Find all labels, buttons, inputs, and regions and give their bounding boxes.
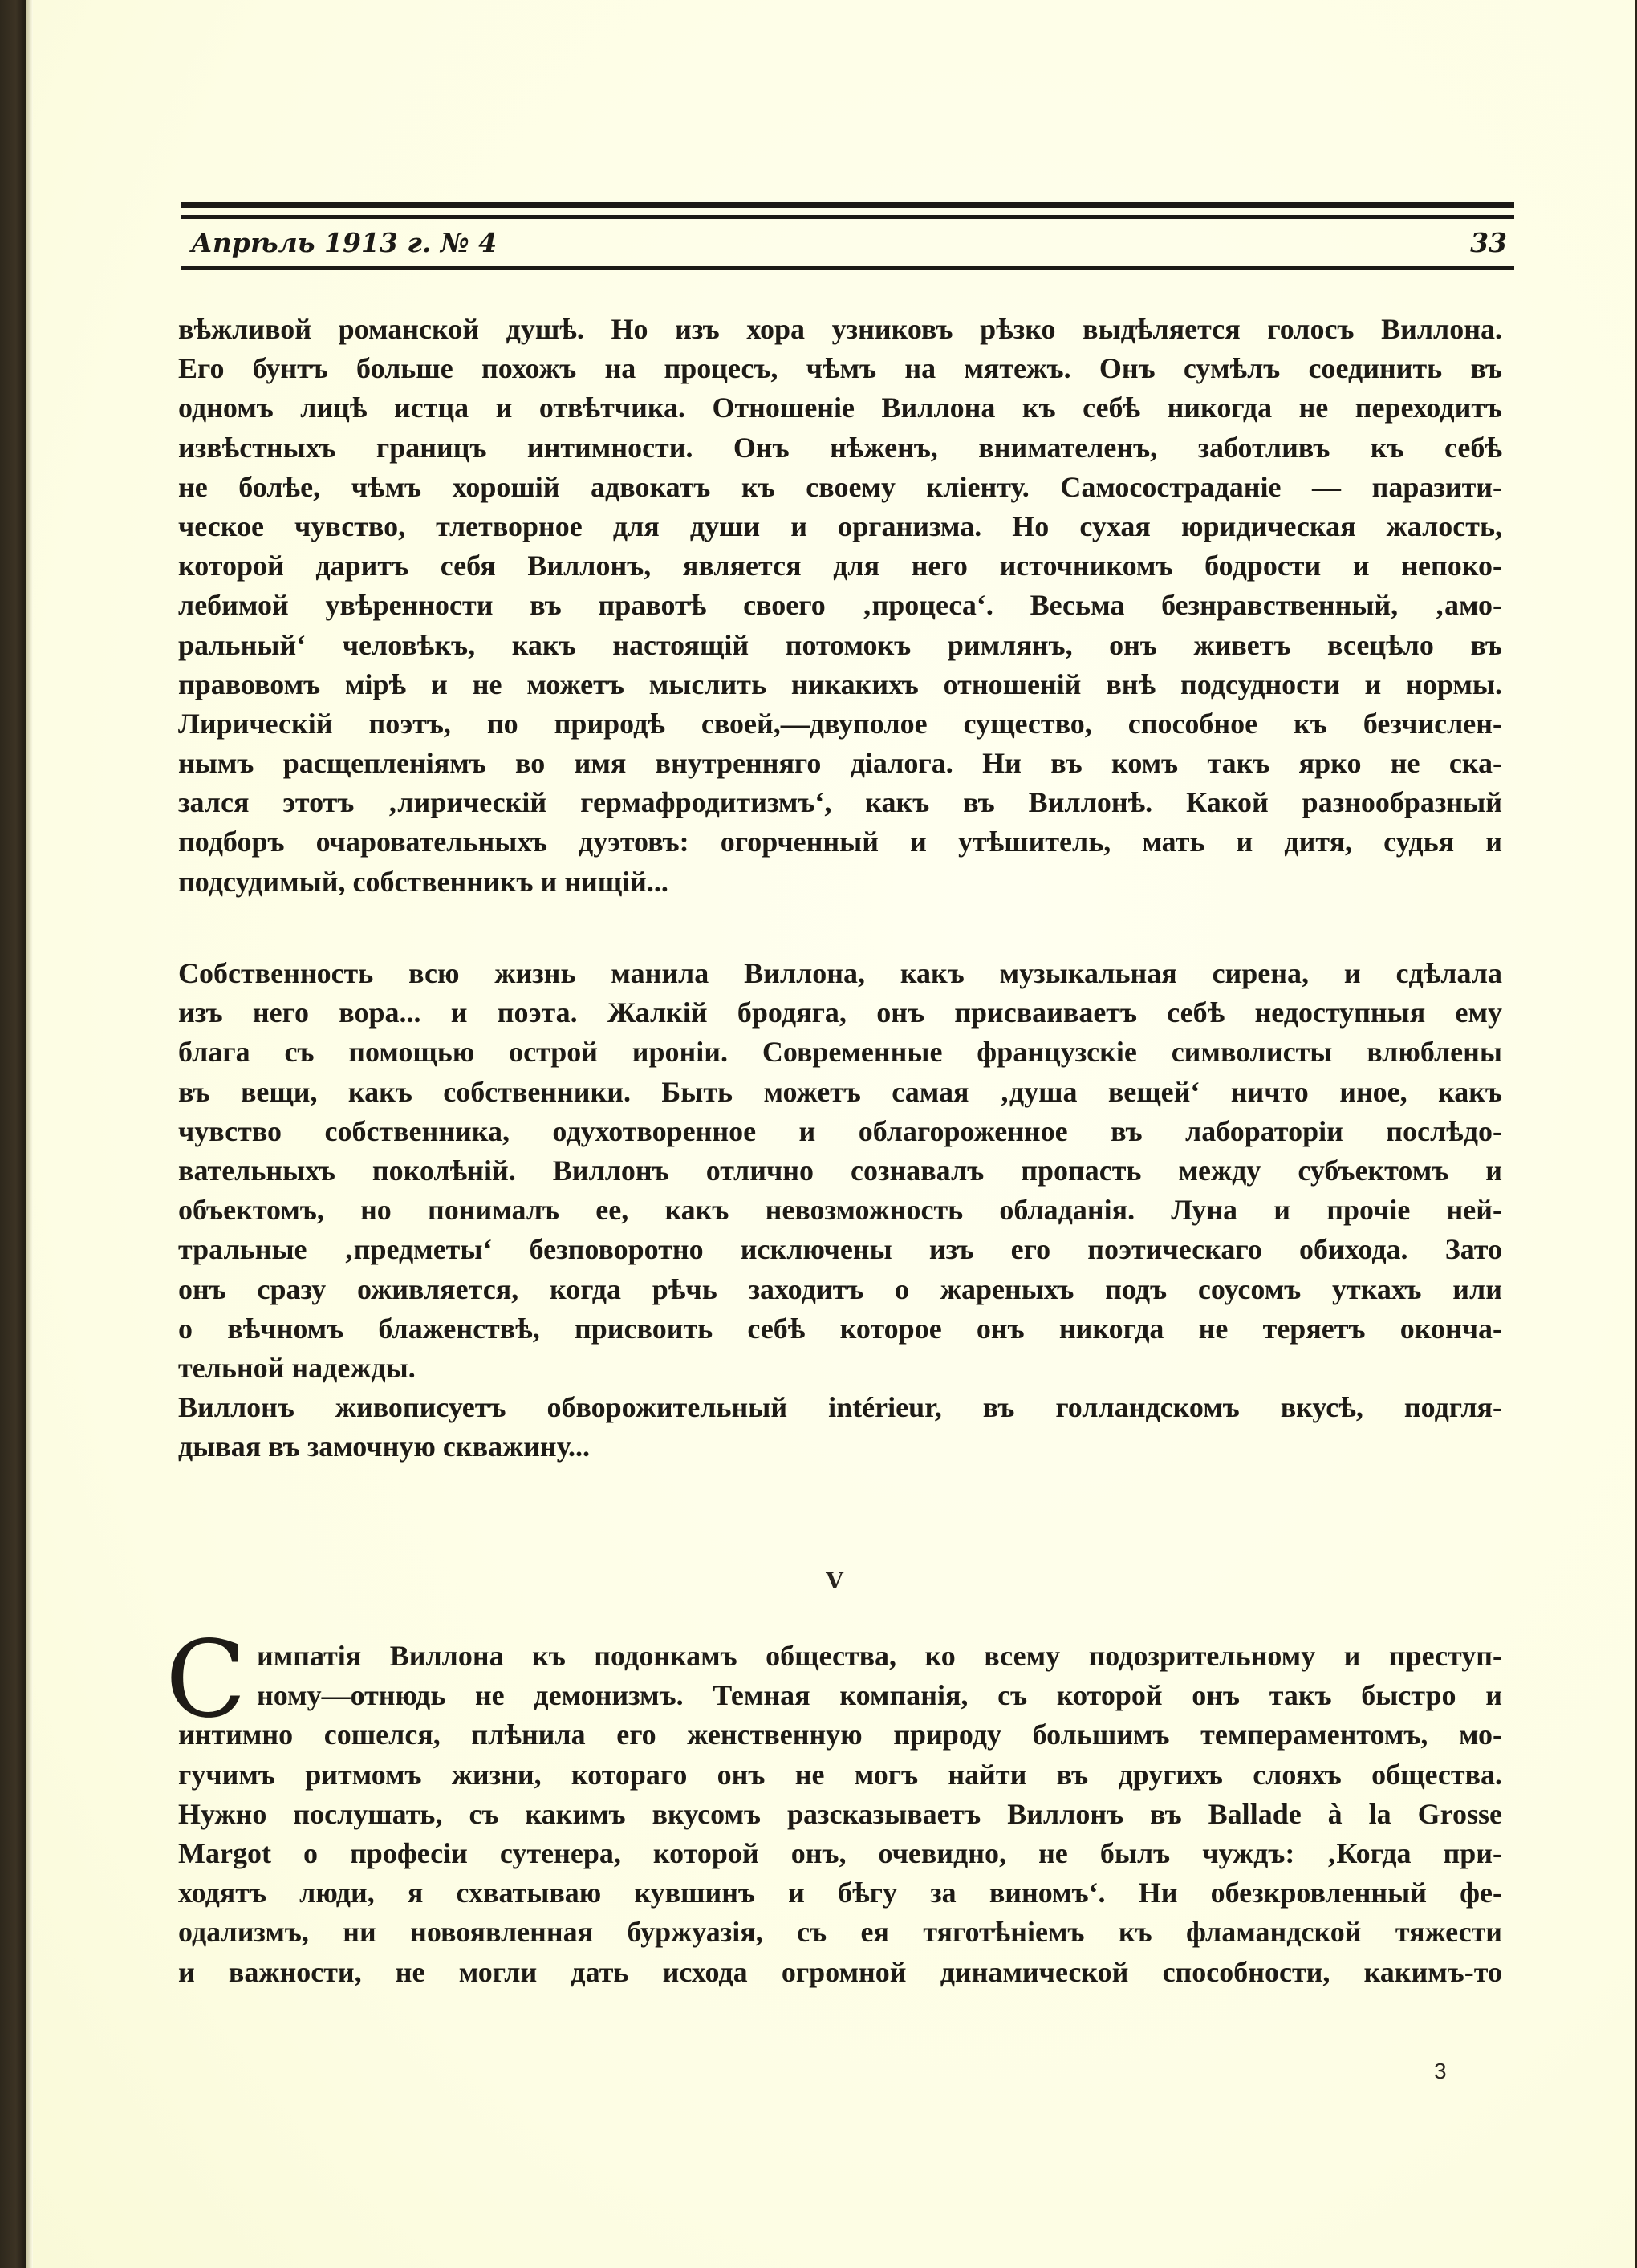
text-line: Собственность всю жизнь манила Виллона, какъ музыкальная сирена, и сдѣлала <box>178 957 1502 989</box>
text-line: ходятъ люди, я схватываю кувшинъ и бѣгу за виномъ‘. Ни обезкровленный фе- <box>178 1876 1502 1909</box>
text-line: изъ него вора... и поэта. Жалкій бродяга, онъ присваиваетъ себѣ недоступныя ему <box>178 996 1502 1029</box>
text-line: Margot о професіи сутенера, которой онъ, очевидно, не былъ чуждъ: ‚Когда при- <box>178 1836 1502 1869</box>
book-spine-shadow <box>0 0 26 2268</box>
running-head <box>191 227 1507 264</box>
text-line: вѣжливой романской душѣ. Но изъ хора узниковъ рѣзко выдѣляется голосъ Виллона. <box>178 313 1502 345</box>
text-line: лебимой увѣренности въ правотѣ своего ‚процеса‘. Весьма безнравственный, ‚амо- <box>178 589 1502 622</box>
text-line: подборъ очаровательныхъ дуэтовъ: огорченный и утѣшитель, мать и дитя, судья и <box>178 826 1502 858</box>
page-number: 33 <box>1470 227 1507 258</box>
text-line: ческое чувство, тлетворное для души и организма. Но сухая юридическая жалость, <box>178 509 1502 542</box>
text-line: объектомъ, но понималъ ее, какъ невозможность обладанія. Луна и прочіе ней- <box>178 1194 1502 1227</box>
text-line: Его бунтъ больше похожъ на процесъ, чѣмъ на мятежъ. Онъ сумѣлъ соединить въ <box>178 352 1502 385</box>
text-line: дывая въ замочную скважину... <box>178 1430 591 1463</box>
text-line: не болѣе, чѣмъ хорошій адвокатъ къ своему кліенту. Самосостраданіе — паразити- <box>178 470 1502 503</box>
text-line: нымъ расщепленіямъ во имя внутренняго діалога. Ни въ комъ такъ ярко не ска- <box>178 747 1502 780</box>
text-line: гучимъ ритмомъ жизни, котораго онъ не могъ найти въ другихъ слояхъ общества. <box>178 1758 1502 1791</box>
header-rule-bottom <box>181 266 1514 270</box>
paragraph <box>178 310 1502 902</box>
text-line: чувство собственника, одухотворенное и облагороженное въ лабораторіи послѣдо- <box>178 1114 1502 1147</box>
header-rule-thick <box>181 202 1514 208</box>
text-line: импатія Виллона къ подонкамъ общества, ко всему подозрительному и преступ- <box>257 1640 1502 1672</box>
text-line: интимно сошелся, плѣнила его женственную природу большимъ темпераментомъ, мо- <box>178 1718 1502 1751</box>
header-rule-thin <box>181 215 1514 219</box>
text-line: о вѣчномъ блаженствѣ, присвоить себѣ которое онъ никогда не теряетъ оконча- <box>178 1312 1502 1345</box>
text-line: блага съ помощью острой ироніи. Современные французскіе символисты влюблены <box>178 1036 1502 1069</box>
text-line: въ вещи, какъ собственники. Быть можетъ самая ‚душа вещей‘ ничто иное, какъ <box>178 1075 1502 1108</box>
text-line: и важности, не могли дать исхода огромной динамической способности, какимъ-то <box>178 1955 1502 1988</box>
signature-mark: 3 <box>1434 2059 1447 2083</box>
text-line: Нужно послушать, съ какимъ вкусомъ разсказываетъ Виллонъ въ Ballade à la Grosse <box>178 1797 1502 1830</box>
section-numeral: V <box>826 1568 843 1594</box>
text-line: подсудимый, собственникъ и нищій... <box>178 865 668 898</box>
text-line: ральный‘ человѣкъ, какъ настоящій потомокъ римлянъ, онъ живетъ всецѣло въ <box>178 628 1502 661</box>
text-line: одализмъ, ни новоявленная буржуазія, съ ея тяготѣніемъ къ фламандской тяжести <box>178 1916 1502 1949</box>
drop-cap-initial: С <box>165 1618 246 1742</box>
text-line: тельной надежды. <box>178 1351 416 1384</box>
issue-date: Апрѣль 1913 г. № 4 <box>191 227 498 258</box>
text-line: Виллонъ живописуетъ обворожительный intérieur, въ голландскомъ вкусѣ, подгля- <box>178 1391 1502 1423</box>
text-line: онъ сразу оживляется, когда рѣчь заходитъ о жареныхъ подъ соусомъ уткахъ или <box>178 1272 1502 1305</box>
paragraph <box>178 954 1502 1388</box>
section-paragraph <box>178 1637 1502 1992</box>
text-line: Лирическій поэтъ, по природѣ своей,—двуполое существо, способное къ безчислен- <box>178 707 1502 740</box>
paragraph <box>178 1388 1502 1467</box>
text-line: тральные ‚предметы‘ безповоротно исключены изъ его поэтическаго обихода. Зато <box>178 1233 1502 1266</box>
text-line: извѣстныхъ границъ интимности. Онъ нѣженъ, внимателенъ, заботливъ къ себѣ <box>178 431 1502 464</box>
text-line: ному—отнюдь не демонизмъ. Темная компанія, съ которой онъ такъ быстро и <box>257 1679 1502 1712</box>
text-line: зался этотъ ‚лирическій гермафродитизмъ‘, какъ въ Виллонѣ. Какой разнообразный <box>178 786 1502 819</box>
text-line: вательныхъ поколѣній. Виллонъ отлично сознавалъ пропасть между субъектомъ и <box>178 1154 1502 1187</box>
text-line: которой даритъ себя Виллонъ, является для него источникомъ бодрости и непоко- <box>178 550 1502 582</box>
text-line: правовомъ мірѣ и не можетъ мыслить никакихъ отношеній внѣ подсудности и нормы. <box>178 667 1502 700</box>
text-line: одномъ лицѣ истца и отвѣтчика. Отношеніе Виллона къ себѣ никогда не переходитъ <box>178 392 1502 424</box>
page-gutter <box>26 0 33 2268</box>
